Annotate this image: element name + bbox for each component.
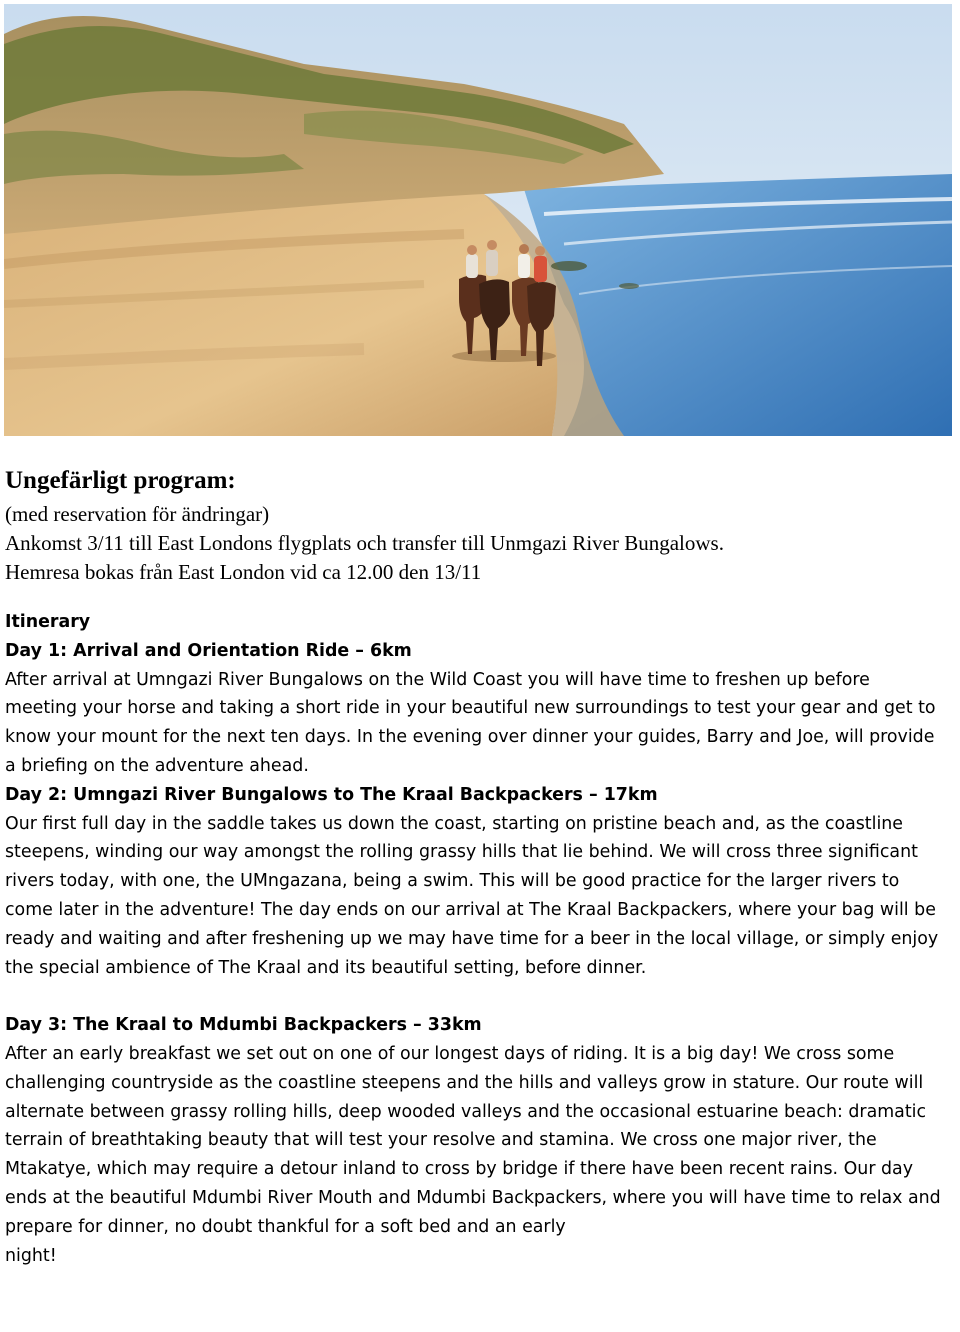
day2-heading: Day 2: Umngazi River Bungalows to The Kraal Backpackers – 17km bbox=[5, 784, 658, 805]
day3-body-end: night! bbox=[5, 1245, 57, 1266]
program-arrival: Ankomst 3/11 till East Londons flygplats och transfer till Unmgazi River Bungalows. bbox=[5, 531, 724, 555]
day3-heading: Day 3: The Kraal to Mdumbi Backpackers – 33km bbox=[5, 1015, 482, 1036]
day1-heading: Day 1: Arrival and Orientation Ride – 6km bbox=[5, 640, 412, 661]
program-title: Ungefärligt program: bbox=[5, 467, 236, 494]
day3-body: After an early breakfast we set out on one of our longest days of riding. It is a big day! We cross some challenging countryside as the coastline steepens and the hills and valleys grow in stature. Our route will alternate between grassy rolling hills, deep wooded valleys and the occasional estuarine beach: dramatic terrain of breathtaking beauty that will test your resolve and stamina. We cross one major river, the Mtakatye, which may require a detour inland to cross by bridge if there have been recent rains. Our day ends at the beautiful Mdumbi River Mouth and Mdumbi Backpackers, where you will have time to relax and prepare for dinner, no doubt thankful for a soft bed and an early bbox=[5, 1043, 941, 1237]
itinerary-section bbox=[5, 608, 945, 1270]
beach-scene-illustration bbox=[4, 4, 952, 436]
document-body bbox=[5, 462, 945, 1270]
itinerary-title: Itinerary bbox=[5, 612, 91, 632]
program-note: (med reservation för ändringar) bbox=[5, 502, 270, 526]
day2-body: Our first full day in the saddle takes us down the coast, starting on pristine beach and, as the coastline steepens, winding our way amongst the rolling grassy hills that lie behind. We will cross three significant rivers today, with one, the UMngazana, being a swim. This will be good practice for the larger rivers to come later in the adventure! The day ends on our arrival at The Kraal Backpackers, where your bag will be ready and waiting and after freshening up we may have time for a beer in the local village, or simply enjoy the special ambience of The Kraal and its beautiful setting, before dinner. bbox=[5, 813, 939, 978]
beach-riders-photo bbox=[4, 4, 952, 436]
program-return: Hemresa bokas från East London vid ca 12.00 den 13/11 bbox=[5, 560, 482, 584]
paragraph-gap bbox=[5, 982, 945, 1011]
day1-body: After arrival at Umngazi River Bungalows on the Wild Coast you will have time to freshen up before meeting your horse and taking a short ride in your beautiful new surroundings to test your gear and get to know your mount for the next ten days. In the evening over dinner your guides, Barry and Joe, will provide a briefing on the adventure ahead. bbox=[5, 669, 936, 776]
program-section bbox=[5, 462, 945, 587]
